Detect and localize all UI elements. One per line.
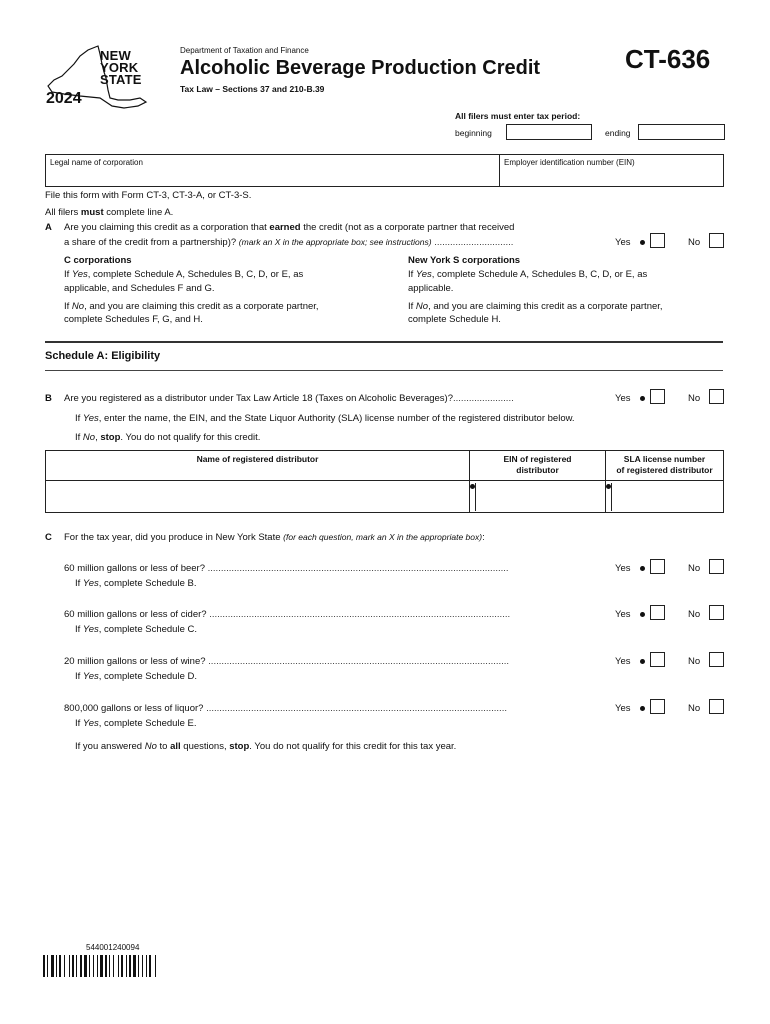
s-corp-no-pre: If: [408, 301, 416, 312]
s-corp-no-text: , and you are claiming this credit as a corporate partner,: [428, 301, 663, 312]
all-filers-pre: All filers: [45, 207, 81, 218]
s-corp-yes-pre: If: [408, 269, 416, 280]
wine-follow-pre: If: [75, 671, 83, 682]
line-b-question: [64, 393, 514, 404]
tax-law-reference: Tax Law – Sections 37 and 210-B.39: [180, 84, 325, 94]
final-note-mid-2: questions,: [180, 741, 230, 752]
cider-yes-label: Yes: [615, 609, 631, 620]
schedule-a-top-rule: [45, 341, 723, 343]
cider-follow-pre: If: [75, 624, 83, 635]
line-b-if-yes-pre: If: [75, 413, 83, 424]
liquor-question-text: 800,000 gallons or less of liquor?: [64, 703, 204, 714]
cider-no-checkbox[interactable]: [709, 605, 724, 620]
beer-yes-label: Yes: [615, 563, 631, 574]
wine-no-label: No: [688, 656, 701, 667]
beer-no-label: No: [688, 563, 701, 574]
liquor-follow-up: [75, 718, 196, 729]
tax-period-label: All filers must enter tax period:: [455, 111, 581, 121]
c-corp-no-line-2: complete Schedules F, G, and H.: [64, 314, 203, 325]
final-note-all: all: [170, 741, 181, 752]
c-corp-yes-pre: If: [64, 269, 72, 280]
cider-yes-checkbox[interactable]: [650, 605, 665, 620]
col-header-sla-line-2: of registered distributor: [616, 465, 713, 475]
line-a-yes-label: Yes: [615, 237, 631, 248]
line-a-no-label: No: [688, 237, 701, 248]
beer-leader: ..................................................................................................................: [207, 563, 509, 574]
cider-yes-marker: [640, 612, 645, 617]
all-filers-post: complete line A.: [103, 207, 174, 218]
line-a-instruction-note: (mark an X in the appropriate box; see instructions): [238, 237, 432, 247]
legal-name-field[interactable]: [46, 155, 498, 186]
liquor-yes-label: Yes: [615, 703, 631, 714]
wine-follow-yes: Yes: [82, 671, 99, 682]
line-b-yes-checkbox[interactable]: [650, 389, 665, 404]
c-corp-yes-line-1: [64, 269, 303, 280]
barcode-number: 544001240094: [86, 943, 140, 952]
liquor-follow-yes: Yes: [82, 718, 99, 729]
distributor-sla-field[interactable]: [606, 481, 723, 512]
ending-label: ending: [605, 128, 631, 138]
line-b-if-no-text: . You do not qualify for this credit.: [120, 432, 261, 443]
ein-field[interactable]: [501, 155, 722, 186]
c-corp-no-pre: If: [64, 301, 72, 312]
wine-question: [64, 656, 604, 667]
liquor-question: [64, 703, 604, 714]
department-name: Department of Taxation and Finance: [180, 46, 309, 55]
line-a-no-checkbox[interactable]: [709, 233, 724, 248]
ending-date-field[interactable]: [638, 124, 725, 140]
line-b-if-yes: [75, 413, 575, 424]
line-b-stop: stop: [100, 432, 121, 443]
beer-follow-up: [75, 578, 196, 589]
logo-line-new: NEW: [100, 48, 131, 63]
line-c-question: [64, 532, 485, 543]
line-b-if-no-pre: If: [75, 432, 83, 443]
all-filers-note: [45, 207, 173, 218]
line-b-no-label: No: [688, 393, 701, 404]
line-b-if-yes-text: , enter the name, the EIN, and the State Liquor Authority (SLA) license number of the registered distributor below.: [98, 413, 575, 424]
s-corp-yes-text: , complete Schedule A, Schedules B, C, D, or E, as: [431, 269, 648, 280]
c-corp-no-word: No: [71, 301, 85, 312]
line-a-yes-marker: [640, 240, 645, 245]
beer-question: [64, 563, 604, 574]
wine-yes-checkbox[interactable]: [650, 652, 665, 667]
wine-leader: ..................................................................................................................: [208, 656, 510, 667]
final-note-stop: stop: [229, 741, 250, 752]
liquor-no-label: No: [688, 703, 701, 714]
line-b-if-no-word: No: [82, 432, 96, 443]
line-c-colon: :: [482, 532, 485, 543]
line-a-yes-checkbox[interactable]: [650, 233, 665, 248]
line-a-text-2: [64, 237, 513, 248]
wine-yes-marker: [640, 659, 645, 664]
c-corp-yes-text: , complete Schedule A, Schedules B, C, D, or E, as: [87, 269, 304, 280]
c-corp-no-line-1: [64, 301, 319, 312]
beer-yes-marker: [640, 566, 645, 571]
schedule-a-heading: Schedule A: Eligibility: [45, 350, 161, 362]
col-header-sla: [606, 454, 723, 476]
identity-divider: [499, 155, 500, 186]
s-corp-no-line-1: [408, 301, 663, 312]
line-c-question-text: For the tax year, did you produce in New York State: [64, 532, 281, 543]
line-b-if-no: [75, 432, 260, 443]
line-a-letter: A: [45, 222, 52, 233]
beginning-date-field[interactable]: [506, 124, 592, 140]
cider-question: [64, 609, 604, 620]
beer-yes-checkbox[interactable]: [650, 559, 665, 574]
c-corporations-heading: C corporations: [64, 255, 132, 266]
wine-yes-label: Yes: [615, 656, 631, 667]
col-header-sla-line-1: SLA license number: [623, 454, 706, 464]
final-note-mid: to: [156, 741, 171, 752]
line-a-text-1-post: the credit (not as a corporate partner that received: [300, 222, 515, 233]
liquor-follow-pre: If: [75, 718, 83, 729]
sla-field-inner-line: [611, 483, 612, 511]
line-c-letter: C: [45, 532, 52, 543]
identity-box: [45, 154, 724, 187]
liquor-yes-marker: [640, 706, 645, 711]
file-with-note: File this form with Form CT-3, CT-3-A, or CT-3-S.: [45, 190, 252, 201]
line-b-if-no-mid: ,: [95, 432, 101, 443]
line-b-if-yes-word: Yes: [82, 413, 99, 424]
wine-no-checkbox[interactable]: [709, 652, 724, 667]
legal-name-label: Legal name of corporation: [50, 158, 143, 167]
line-b-question-text: Are you registered as a distributor under Tax Law Article 18 (Taxes on Alcoholic Beverages)?: [64, 393, 454, 404]
cider-follow-yes: Yes: [82, 624, 99, 635]
logo-wordmark: [100, 50, 142, 86]
line-b-leader: .......................: [453, 393, 514, 404]
form-title: Alcoholic Beverage Production Credit: [180, 57, 541, 79]
line-b-yes-marker: [640, 396, 645, 401]
liquor-follow-text: , complete Schedule E.: [98, 718, 197, 729]
line-a-leader: ..............................: [434, 237, 514, 248]
c-corp-no-text: , and you are claiming this credit as a corporate partner,: [84, 301, 319, 312]
col-header-ein-line-1: EIN of registered: [503, 454, 572, 464]
distributor-table: [45, 450, 724, 513]
beginning-label: beginning: [455, 128, 492, 138]
cider-follow-text: , complete Schedule C.: [98, 624, 198, 635]
cider-question-text: 60 million gallons or less of cider?: [64, 609, 207, 620]
logo-line-state: STATE: [100, 72, 142, 87]
col-header-ein: [470, 454, 605, 476]
form-number: CT-636: [625, 44, 711, 74]
beer-follow-yes: Yes: [82, 578, 99, 589]
final-note-no: No: [144, 741, 157, 752]
beer-question-text: 60 million gallons or less of beer?: [64, 563, 205, 574]
s-corporations-heading: New York S corporations: [408, 255, 521, 266]
line-a-text-1-pre: Are you claiming this credit as a corporation that: [64, 222, 270, 233]
s-corp-yes-word: Yes: [415, 269, 432, 280]
s-corp-no-line-2: complete Schedule H.: [408, 314, 501, 325]
line-a-earned: earned: [269, 222, 301, 233]
all-filers-must: must: [80, 207, 104, 218]
beer-follow-pre: If: [75, 578, 83, 589]
form-year: 2024: [46, 90, 82, 107]
line-b-yes-label: Yes: [615, 393, 631, 404]
cider-follow-up: [75, 624, 197, 635]
line-b-no-checkbox[interactable]: [709, 389, 724, 404]
col-header-distributor-name: Name of registered distributor: [196, 454, 319, 464]
beer-follow-text: , complete Schedule B.: [98, 578, 197, 589]
c-corp-yes-line-2: applicable, and Schedules F and G.: [64, 283, 215, 294]
s-corp-no-word: No: [415, 301, 429, 312]
logo-line-york: YORK: [100, 60, 139, 75]
distributor-ein-field[interactable]: [470, 481, 605, 512]
liquor-yes-checkbox[interactable]: [650, 699, 665, 714]
wine-follow-up: [75, 671, 197, 682]
line-a-text-1: [64, 222, 514, 233]
line-c-final-note: [75, 741, 456, 752]
line-a-text-2-main: a share of the credit from a partnership)?: [64, 237, 237, 248]
schedule-a-bottom-rule: [45, 370, 723, 371]
beer-no-checkbox[interactable]: [709, 559, 724, 574]
final-note-post: . You do not qualify for this credit for this tax year.: [249, 741, 457, 752]
line-c-instruction-note: (for each question, mark an X in the appropriate box): [283, 532, 483, 542]
s-corp-yes-line-2: applicable.: [408, 283, 454, 294]
final-note-pre: If you answered: [75, 741, 145, 752]
liquor-leader: ..................................................................................................................: [206, 703, 507, 714]
line-b-letter: B: [45, 393, 52, 404]
cider-no-label: No: [688, 609, 701, 620]
wine-question-text: 20 million gallons or less of wine?: [64, 656, 206, 667]
ein-field-inner-line: [475, 483, 476, 511]
col-header-ein-line-2: distributor: [516, 465, 559, 475]
ein-label: Employer identification number (EIN): [504, 158, 635, 167]
liquor-no-checkbox[interactable]: [709, 699, 724, 714]
wine-follow-text: , complete Schedule D.: [98, 671, 198, 682]
s-corp-yes-line-1: [408, 269, 647, 280]
distributor-name-field[interactable]: [46, 481, 469, 512]
barcode-image: [43, 955, 193, 977]
cider-leader: ..................................................................................................................: [209, 609, 511, 620]
c-corp-yes-word: Yes: [71, 269, 88, 280]
